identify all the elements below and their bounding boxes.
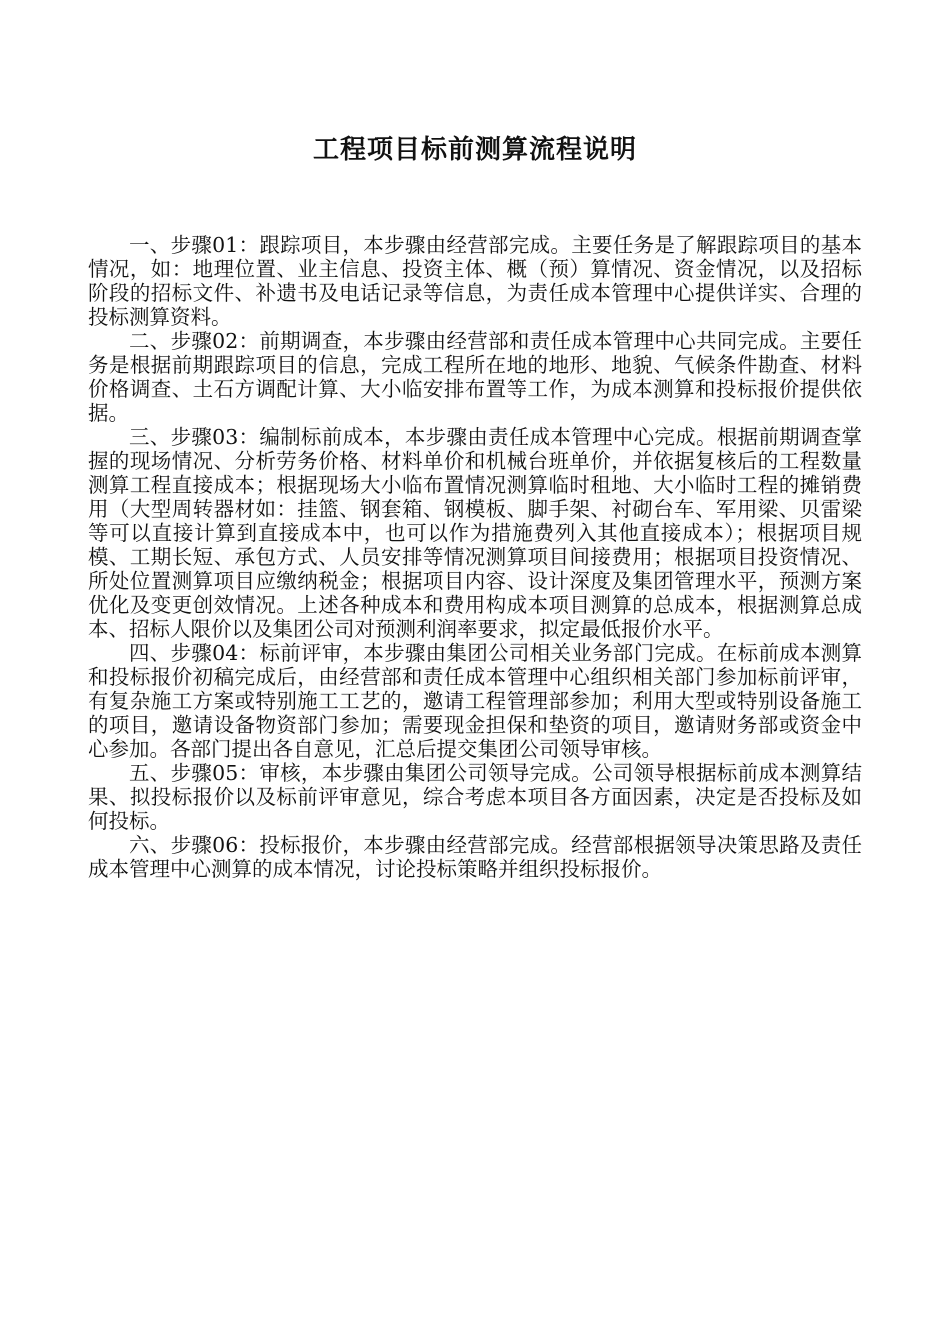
paragraph-step-05: 五、步骤05：审核，本步骤由集团公司领导完成。公司领导根据标前成本测算结果、拟投标报价以及标前评审意见，综合考虑本项目各方面因素，决定是否投标及如何投标。 [88,761,862,833]
paragraph-step-03: 三、步骤03：编制标前成本，本步骤由责任成本管理中心完成。根据前期调查掌握的现场情况、分析劳务价格、材料单价和机械台班单价，并依据复核后的工程数量测算工程直接成本；根据现场大小临布置情况测算临时租地、大小临时工程的摊销费用（大型周转器材如：挂篮、钢套箱、钢模板、脚手架、衬砌台车、军用梁、贝雷梁等可以直接计算到直接成本中，也可以作为措施费列入其他直接成本）；根据项目规模、工期长短、承包方式、人员安排等情况测算项目间接费用；根据项目投资情况、所处位置测算项目应缴纳税金；根据项目内容、设计深度及集团管理水平，预测方案优化及变更创效情况。上述各种成本和费用构成本项目测算的总成本，根据测算总成本、招标人限价以及集团公司对预测利润率要求，拟定最低报价水平。 [88,425,862,641]
paragraph-step-02: 二、步骤02：前期调查，本步骤由经营部和责任成本管理中心共同完成。主要任务是根据前期跟踪项目的信息，完成工程所在地的地形、地貌、气候条件勘查、材料价格调查、土石方调配计算、大小临安排布置等工作，为成本测算和投标报价提供依据。 [88,329,862,425]
document-title: 工程项目标前测算流程说明 [312,135,637,165]
paragraph-step-06: 六、步骤06：投标报价，本步骤由经营部完成。经营部根据领导决策思路及责任成本管理中心测算的成本情况，讨论投标策略并组织投标报价。 [88,833,862,881]
document-body [88,233,862,881]
paragraph-step-01: 一、步骤01：跟踪项目，本步骤由经营部完成。主要任务是了解跟踪项目的基本情况，如：地理位置、业主信息、投资主体、概（预）算情况、资金情况，以及招标阶段的招标文件、补遗书及电话记录等信息，为责任成本管理中心提供详实、合理的投标测算资料。 [88,233,862,329]
paragraph-step-04: 四、步骤04：标前评审，本步骤由集团公司相关业务部门完成。在标前成本测算和投标报价初稿完成后，由经营部和责任成本管理中心组织相关部门参加标前评审，有复杂施工方案或特别施工工艺的，邀请工程管理部参加；利用大型或特别设备施工的项目，邀请设备物资部门参加；需要现金担保和垫资的项目，邀请财务部或资金中心参加。各部门提出各自意见，汇总后提交集团公司领导审核。 [88,641,862,761]
